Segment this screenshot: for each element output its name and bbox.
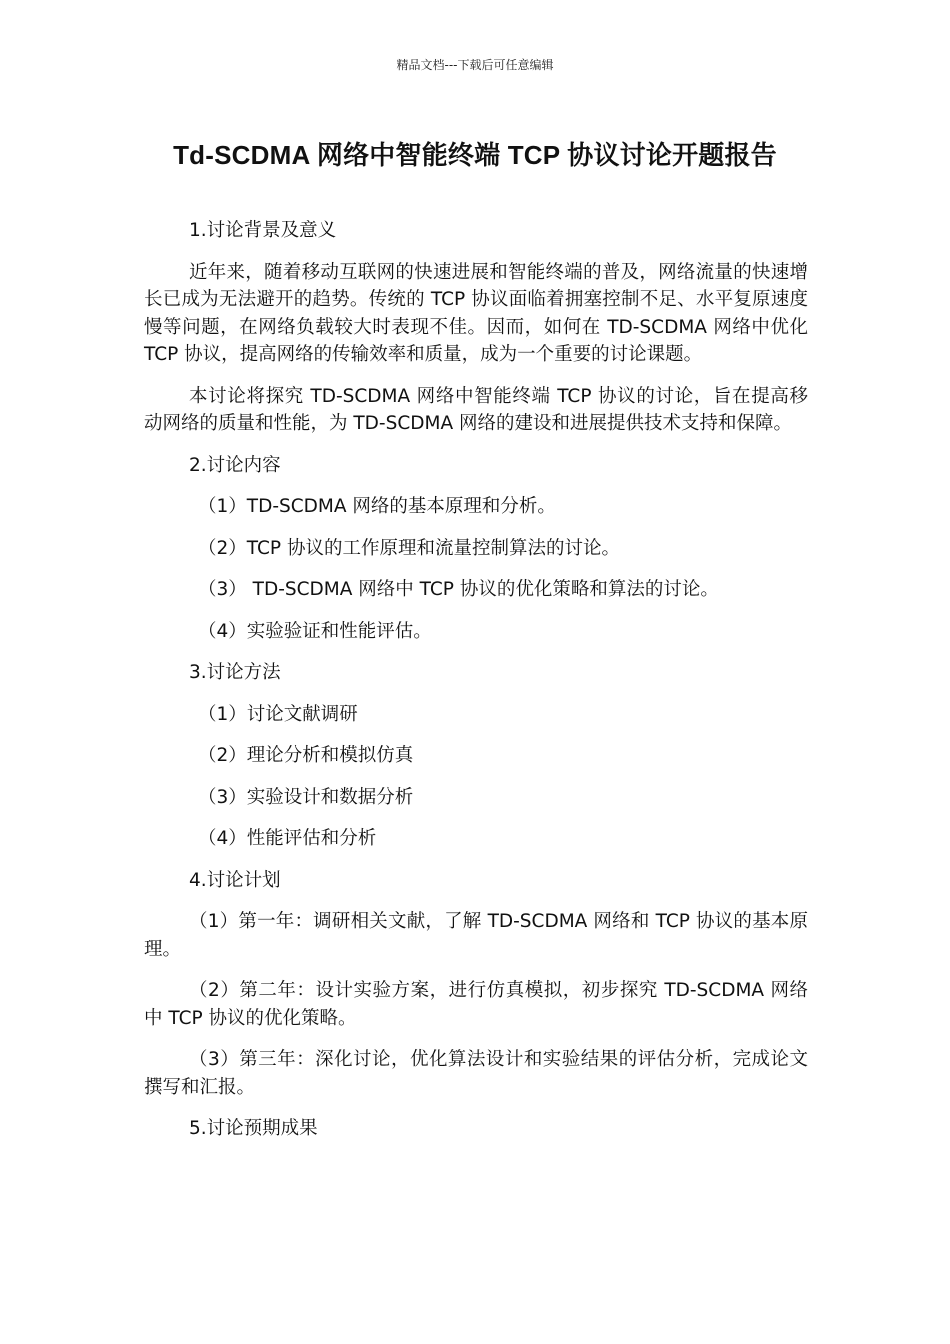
content-list-item: （1）TD-SCDMA 网络的基本原理和分析。	[198, 496, 556, 517]
section-heading-outcomes: 5.讨论预期成果	[189, 1118, 318, 1139]
plan-list-item: （3）第三年：深化讨论，优化算法设计和实验结果的评估分析，完成论文撰写和汇报。	[144, 1049, 808, 1098]
background-paragraph-1: 近年来，随着移动互联网的快速进展和智能终端的普及，网络流量的快速增长已成为无法避开的趋势。传统的 TCP 协议面临着拥塞控制不足、水平复原速度慢等问题，在网络负载较大时表现不佳。因而，如何在 TD-SCDMA 网络中优化 TCP 协议，提高网络的传输效率和质量，成为一个重要的讨论课题。	[144, 261, 808, 365]
content-list-item: （3） TD-SCDMA 网络中 TCP 协议的优化策略和算法的讨论。	[198, 579, 719, 600]
document-title: Td-SCDMA 网络中智能终端 TCP 协议讨论开题报告	[173, 140, 777, 170]
methods-list-item: （2）理论分析和模拟仿真	[198, 745, 414, 766]
section-heading-plan: 4.讨论计划	[189, 869, 281, 891]
methods-list-item: （3）实验设计和数据分析	[198, 786, 414, 808]
section-heading-content: 2.讨论内容	[189, 454, 281, 476]
section-heading-background: 1.讨论背景及意义	[189, 220, 337, 241]
page-header-watermark: 精品文档---下载后可任意编辑	[396, 58, 554, 72]
plan-list-item: （1）第一年：调研相关文献，了解 TD-SCDMA 网络和 TCP 协议的基本原理。	[144, 911, 808, 960]
document-body	[144, 217, 808, 1157]
section-heading-methods: 3.讨论方法	[189, 662, 281, 683]
methods-list-item: （1）讨论文献调研	[198, 703, 358, 725]
content-list-item: （2）TCP 协议的工作原理和流量控制算法的讨论。	[198, 537, 620, 559]
background-paragraph-2: 本讨论将探究 TD-SCDMA 网络中智能终端 TCP 协议的讨论，旨在提高移动网络的质量和性能，为 TD-SCDMA 网络的建设和进展提供技术支持和保障。	[144, 385, 808, 434]
plan-list-item: （2）第二年：设计实验方案，进行仿真模拟，初步探究 TD-SCDMA 网络中 TCP 协议的优化策略。	[144, 980, 808, 1029]
methods-list-item: （4）性能评估和分析	[198, 828, 377, 849]
content-list-item: （4）实验验证和性能评估。	[198, 620, 432, 642]
